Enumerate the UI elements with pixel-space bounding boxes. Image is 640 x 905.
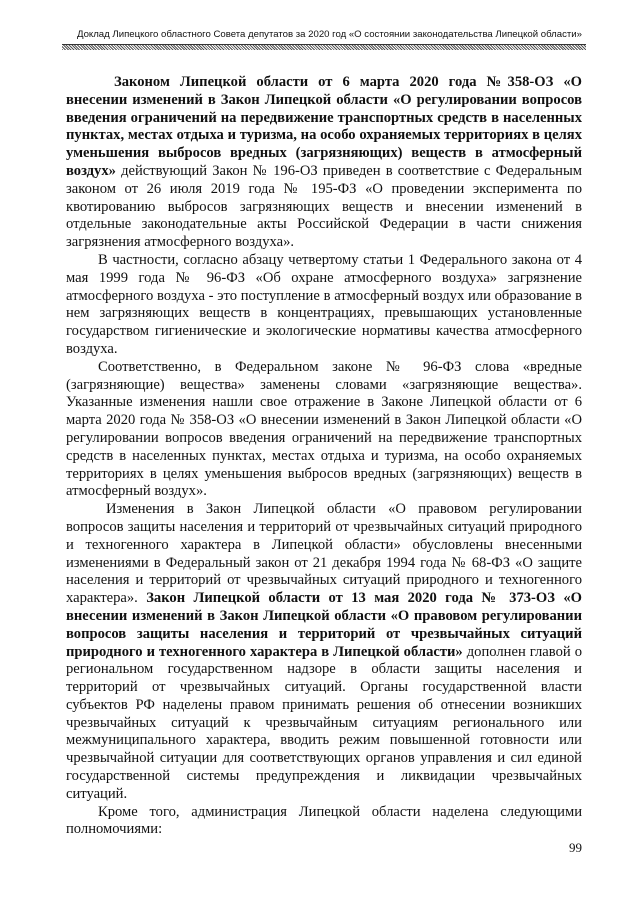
paragraph-powers [66, 804, 582, 840]
law-358-title: Законом Липецкой области от 6 марта 2020 года №358-ОЗ «О внесении изменений в Закон Липецкой области «О регулировании вопросов введения ограничений на передвижение транспортных средств в населенных пунктах, местах отдыха и туризма, на особо охраняемых территориях в целях уменьшения выбросов вредных (загрязняющих) веществ в атмосферный воздух» [66, 74, 582, 179]
paragraph-accordingly [66, 359, 582, 501]
paragraph-text: Кроме того, администрация Липецкой области наделена следующими полномочиями: [66, 803, 582, 838]
paragraph-law-373 [66, 501, 582, 804]
law-373-title: Закон Липецкой области от 13 мая 2020 года № 373-ОЗ «О внесении изменений в Закон Липецкой области «О правовом регулировании вопросов защиты населения и территорий от чрезвычайных ситуаций природного и техногенного характера в Липецкой области» [66, 590, 582, 660]
paragraph-text: дополнен главой о региональном государственном надзоре в области защиты населения и территорий от чрезвычайных ситуаций. Органы государственной власти субъектов РФ наделены правом принимать решения об отнесении возникших чрезвычайных ситуаций к чрезвычайным ситуациям регионального или межмуниципального характера, вводить режим повышенной готовности или чрезвычайной ситуации для соответствующих органов управления и сил единой государственной системы предупреждения и ликвидации чрезвычайных ситуаций. [66, 643, 582, 802]
paragraph-text: Изменения в Закон Липецкой области «О правовом регулировании вопросов защиты населения и территорий от чрезвычайных ситуаций природного и техногенного характера в Липецкой области» обусловлены внесенными изменениями в Федеральный закон от 21 декабря 1994 года № 68-ФЗ «О защите населения и территорий от чрезвычайных ситуаций природного и техногенного характера». [66, 501, 582, 607]
paragraph-text: действующий Закон № 196-ОЗ приведен в соответствие с Федеральным законом от 26 июля 2019 года № 195-ФЗ «О проведении эксперимента по квотированию выбросов загрязняющих веществ и внесении изменений в отдельные законодательные акты Российской Федерации в части снижения загрязнения атмосферного воздуха». [66, 162, 582, 251]
paragraph-text: В частности, согласно абзацу четвертому статьи 1 Федерального закона от 4 мая 1999 года № 96-ФЗ «Об охране атмосферного воздуха» загрязнение атмосферного воздуха - это поступление в атмосферный воздух или образование в нем загрязняющих веществ в концентрациях, превышающих установленные государством гигиенические и экологические нормативы качества атмосферного воздуха. [66, 251, 582, 357]
page-number: 99 [569, 840, 582, 855]
paragraph-law-358 [66, 74, 582, 252]
paragraph-text: Соответственно, в Федеральном законе № 96-ФЗ слова «вредные (загрязняющие) вещества» заменены словами «загрязняющие вещества». Указанные изменения нашли свое отражение в Законе Липецкой области от 6 марта 2020 года № 358-ОЗ «О внесении изменений в Закон Липецкой области «О регулировании вопросов введения ограничений на передвижение транспортных средств в населенных пунктах, местах отдыха и туризма, на особо охраняемых территориях в целях уменьшения выбросов вредных (загрязняющих) веществ в атмосферный воздух». [66, 358, 582, 500]
document-body [66, 74, 582, 839]
header-divider [62, 44, 586, 50]
paragraph-clarification [66, 252, 582, 359]
running-header: Доклад Липецкого областного Совета депутатов за 2020 год «О состоянии законодательства Липецкой области» [76, 29, 582, 40]
